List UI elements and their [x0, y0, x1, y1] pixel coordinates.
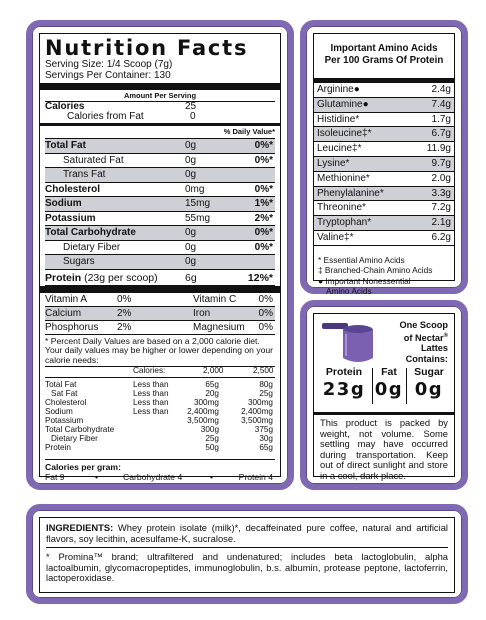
- dv-table-cmp: Less than: [133, 389, 169, 399]
- nutrient-row: [45, 183, 275, 198]
- legend-essential: * Essential Amino Acids: [318, 254, 405, 265]
- nutrient-amount: 15mg: [185, 198, 211, 209]
- ingredients-box: [39, 517, 455, 593]
- macro-label: Sugar: [414, 366, 444, 378]
- nutrient-name: Trans Fat: [63, 169, 106, 180]
- vitamin-value: 0%: [258, 321, 273, 333]
- amino-name: Valine‡*: [317, 231, 354, 243]
- scoop-contents-box: [313, 313, 455, 481]
- amino-row: [314, 127, 454, 142]
- nutrient-row: [45, 139, 275, 154]
- macro-protein: [318, 366, 370, 401]
- divider-thick: [40, 286, 280, 293]
- nutrient-amount: 55mg: [185, 212, 211, 224]
- amino-acids-table: [313, 33, 455, 297]
- serving-size: Serving Size: 1/4 Scoop (7g): [45, 59, 173, 70]
- cpg-bullet: •: [95, 472, 99, 483]
- dv-table-name: Total Carbohydrate: [45, 425, 115, 435]
- scoop-title-line4: Contains:: [405, 353, 448, 364]
- dv-table-a: 50g: [205, 443, 219, 453]
- nutrient-daily-value: 0%*: [254, 227, 273, 238]
- dv-table-name: Cholesterol: [45, 398, 87, 408]
- nutrition-facts-title: Nutrition Facts: [45, 36, 249, 60]
- amino-legend: [314, 246, 454, 297]
- nutrient-daily-value: 0%*: [254, 140, 273, 151]
- macro-value: 0g: [414, 379, 444, 400]
- cpg-carbohydrate: Carbohydrate 4: [123, 472, 183, 483]
- ingredients-text: Whey protein isolate (milk)*, decaffeinated pure coffee, natural and artificial flavors, soy lecithin, acesulfame-K, sucralose.: [46, 522, 448, 544]
- protein-per-scoop: (23g per scoop): [84, 271, 158, 284]
- vitamin-value: 0%: [117, 293, 132, 305]
- vitamin-value: 2%: [117, 307, 132, 319]
- amino-name: Leucine‡*: [317, 143, 362, 155]
- nutrient-name: Sugars: [63, 256, 95, 267]
- daily-value-header: % Daily Value*: [45, 126, 275, 139]
- cpg-bullet: •: [210, 472, 214, 483]
- calories-row: [45, 102, 275, 123]
- dv-table-head-2000: 2,000: [203, 366, 224, 376]
- ingredients-label: INGREDIENTS:: [46, 522, 114, 533]
- calories-from-fat-value: 0: [190, 111, 196, 122]
- amino-name: Histidine*: [317, 113, 360, 125]
- dv-table-name: Dietary Fiber: [51, 434, 98, 444]
- amino-value: 7.4g: [431, 98, 451, 110]
- amino-row: [314, 98, 454, 113]
- nutrient-daily-value: 2%*: [254, 212, 273, 224]
- daily-value-table: [45, 367, 275, 472]
- amino-row: [314, 157, 454, 172]
- amino-row: [314, 113, 454, 128]
- dv-table-name: Sodium: [45, 407, 73, 417]
- macro-label: Protein: [325, 366, 363, 378]
- calories-value: 25: [185, 101, 197, 112]
- amino-acids-panel: [300, 20, 468, 297]
- divider-thick: [314, 412, 454, 415]
- amino-row: [314, 201, 454, 216]
- nutrient-row: [45, 154, 275, 169]
- calories-per-gram-label: Calories per gram:: [45, 462, 121, 473]
- vitamin-value: 0%: [258, 307, 273, 319]
- amino-value: 2.0g: [431, 172, 451, 184]
- nutrient-name: Potassium: [45, 212, 96, 224]
- dv-table-b: 300mg: [247, 398, 273, 408]
- ingredients-text-group: [46, 523, 448, 544]
- nutrient-amount: 0g: [185, 169, 197, 180]
- amount-per-serving: Amount Per Serving: [45, 90, 275, 102]
- macro-sugar: [408, 366, 450, 401]
- dv-table-head-calories: Calories:: [133, 366, 166, 376]
- dv-table-a: 300g: [200, 425, 219, 435]
- dv-table-name: Protein: [45, 443, 71, 453]
- legend-nonessential: ● Important Nonessential: [318, 275, 411, 286]
- dv-table-a: 25g: [205, 434, 219, 444]
- cpg-fat: Fat 9: [45, 472, 65, 483]
- amino-name: Isoleucine‡*: [317, 128, 372, 140]
- nutrient-amount: 0g: [185, 227, 197, 238]
- scoop-title-line2-group: [400, 331, 449, 344]
- amino-value: 9.7g: [431, 157, 451, 169]
- nutrient-name: Protein: [45, 271, 82, 284]
- nutrient-name: Sodium: [45, 198, 82, 209]
- legend-nonessential-cont: Amino Acids: [326, 286, 372, 297]
- vitamin-name: Magnesium: [193, 321, 245, 333]
- vitamin-name: Calcium: [45, 307, 82, 319]
- dv-table-b: 375g: [254, 425, 273, 435]
- dv-table-cmp: Less than: [133, 407, 169, 417]
- daily-value-footnote: * Percent Daily Values are based on a 2,000 calorie diet. Your daily values may be higher or lower depending on your calorie needs:: [45, 335, 274, 365]
- protein-label-group: [45, 270, 158, 286]
- legend-branched-chain: ‡ Branched-Chain Amino Acids: [318, 265, 433, 276]
- amino-row: [314, 83, 454, 98]
- amino-value: 7.2g: [431, 202, 451, 214]
- calories-per-gram-row: [45, 472, 275, 483]
- dv-table-a: 65g: [205, 380, 219, 390]
- nutrient-amount: 0g: [185, 256, 197, 267]
- dv-table-name: Potassium: [45, 416, 84, 426]
- vitamin-row: [45, 307, 275, 321]
- vitamin-value: 0%: [258, 293, 273, 305]
- macro-value: 0g: [374, 379, 404, 400]
- dv-table-a: 300mg: [193, 398, 219, 408]
- scoop-cup: [343, 330, 373, 362]
- nutrient-row: [45, 168, 275, 183]
- vitamin-row: [45, 321, 275, 335]
- nutrient-name: Cholesterol: [45, 183, 101, 195]
- dv-table-b: 3,500mg: [241, 416, 273, 426]
- scoop-icon: [320, 320, 376, 366]
- amino-value: 2.1g: [431, 217, 451, 229]
- nutrient-amount: 0g: [185, 241, 197, 253]
- amino-value: 6.2g: [431, 231, 451, 243]
- calories-label: Calories: [45, 101, 85, 112]
- amino-name: Phenylalanine*: [317, 187, 384, 199]
- nutrition-facts-label: [39, 33, 281, 483]
- scoop-handle: [322, 323, 348, 329]
- nutrient-daily-value: 1%*: [254, 198, 273, 209]
- amino-row: [314, 142, 454, 157]
- nutrient-amount: 0g: [185, 154, 197, 166]
- macro-divider: [372, 368, 373, 404]
- nutrient-row: [45, 226, 275, 241]
- servings-per-container: Servings Per Container: 130: [45, 70, 171, 81]
- nutrient-name: Total Fat: [45, 140, 86, 151]
- dv-table-rule: [45, 459, 275, 460]
- vitamin-name: Phosphorus: [45, 321, 99, 333]
- vitamin-name: Vitamin C: [193, 293, 237, 305]
- cpg-protein: Protein 4: [238, 472, 273, 483]
- nutrient-row: [45, 241, 275, 256]
- nutrient-name: Total Carbohydrate: [45, 227, 136, 238]
- amino-name: Methionine*: [317, 172, 370, 184]
- nutrient-daily-value: 0%*: [254, 241, 273, 253]
- macro-divider: [406, 368, 407, 404]
- dv-table-name: Total Fat: [45, 380, 77, 390]
- nutrient-amount: 6g: [185, 271, 197, 284]
- amino-value: 11.9g: [426, 143, 451, 155]
- packing-note: This product is packed by weight, not volume. Some settling may have occurred during transportation. Keep out of direct sunlight and store in a cool, dark place.: [320, 417, 448, 481]
- dv-table-a: 3,500mg: [187, 416, 219, 426]
- dv-table-b: 2,400mg: [241, 407, 273, 417]
- divider-thin: [46, 547, 448, 548]
- dv-table-name: Sat Fat: [51, 389, 78, 399]
- nutrient-amount: 0mg: [185, 183, 205, 195]
- ingredients-note: * Promina™ brand; ultrafiltered and undenatured; includes beta lactoglobulin, alpha lactoalbumin, glycomacropeptides, immunoglobulin, b.s. albumin, protease peptone, lactoferrin, lactoperoxidase.: [46, 551, 448, 584]
- nutrient-row: [45, 212, 275, 227]
- amino-acids-title: [314, 34, 454, 78]
- scoop-panel: [300, 300, 468, 490]
- amino-name: Threonine*: [317, 202, 366, 214]
- dv-table-a: 2,400mg: [187, 407, 219, 417]
- amino-name: Glutamine●: [317, 98, 369, 110]
- calories-from-fat-label: Calories from Fat: [67, 111, 144, 122]
- dv-table-cmp: Less than: [133, 398, 169, 408]
- macro-label: Fat: [381, 366, 397, 378]
- amino-title-line2: Per 100 Grams Of Protein: [324, 55, 444, 66]
- macro-value: 23g: [322, 379, 366, 400]
- nutrient-name: Dietary Fiber: [63, 241, 121, 253]
- amino-name: Tryptophan*: [317, 217, 372, 229]
- amino-value: 2.4g: [431, 84, 451, 95]
- dv-table-b: 65g: [259, 443, 273, 453]
- nutrient-amount: 0g: [185, 140, 197, 151]
- amino-value: 3.3g: [431, 187, 451, 199]
- registered-mark: ®: [443, 332, 448, 339]
- scoop-title-line3: Lattes: [420, 343, 448, 354]
- divider-thick: [40, 83, 280, 90]
- nutrient-daily-value: 0%*: [254, 183, 273, 195]
- dv-table-cmp: Less than: [133, 380, 169, 390]
- macro-grid: [318, 366, 450, 408]
- vitamin-row: [45, 293, 275, 307]
- dv-table-a: 20g: [205, 389, 219, 399]
- dv-table-rule: [45, 377, 275, 378]
- dv-table-b: 80g: [259, 380, 273, 390]
- vitamin-value: 2%: [117, 321, 132, 333]
- amino-value: 1.7g: [431, 113, 451, 125]
- protein-row: [45, 270, 275, 286]
- amino-name: Lysine*: [317, 157, 350, 169]
- nutrition-facts-panel: [26, 20, 294, 490]
- scoop-title-line2: of Nectar: [403, 332, 444, 343]
- amino-value: 6.7g: [431, 128, 451, 140]
- nutrient-daily-value: 0%*: [254, 154, 273, 166]
- amino-row: [314, 187, 454, 202]
- amino-name: Arginine●: [317, 84, 360, 95]
- scoop-title-line1: One Scoop: [399, 320, 448, 330]
- macro-fat: [374, 366, 404, 401]
- vitamin-name: Iron: [193, 307, 211, 319]
- scoop-title: [400, 320, 449, 364]
- ingredients-panel: [26, 504, 468, 604]
- amino-title-line1: Important Amino Acids: [330, 43, 438, 54]
- amino-row: [314, 172, 454, 187]
- nutrient-row: [45, 197, 275, 212]
- amino-row: [314, 216, 454, 231]
- nutrient-daily-value: 12%*: [247, 271, 273, 284]
- dv-table-b: 25g: [259, 389, 273, 399]
- dv-table-b: 30g: [259, 434, 273, 444]
- nutrient-name: Saturated Fat: [63, 154, 124, 166]
- dv-table-head-2500: 2,500: [253, 366, 274, 376]
- vitamin-name: Vitamin A: [45, 293, 88, 305]
- amino-row: [314, 231, 454, 246]
- nutrient-row: [45, 255, 275, 270]
